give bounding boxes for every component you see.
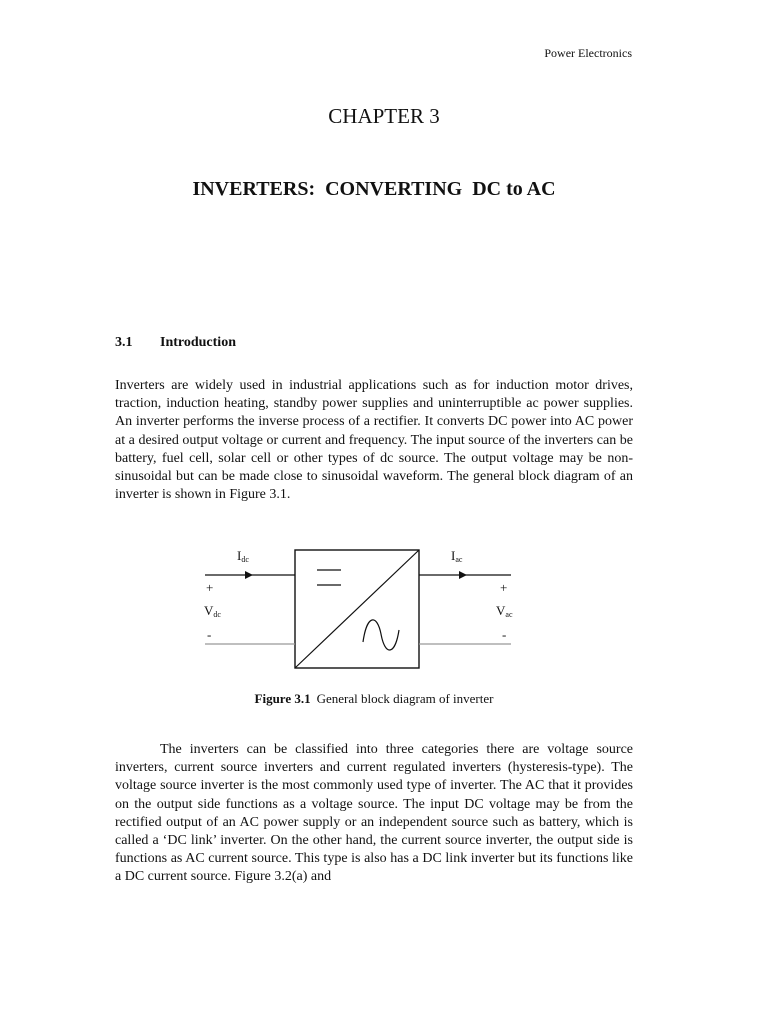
output-current-arrow: [459, 571, 467, 579]
section-number: 3.1: [115, 335, 133, 350]
input-minus-label: -: [207, 627, 212, 642]
paragraph-intro: Inverters are widely used in industrial applications such as for induction motor drives, traction, induction heating, standby power supplies and uninterruptible ac power supplies. An inverter performs the inverse process of a rectifier. It converts DC power into AC power at a desired output voltage or current and frequency. The input source of the inverters can be battery, fuel cell, solar cell or other types of dc source. The output voltage may be non-sinusoidal but can be made close to sinusoidal waveform. The general block diagram of an inverter is shown in Figure 3.1.: [115, 378, 633, 503]
block-diagonal: [295, 550, 419, 668]
section-title: Introduction: [160, 335, 236, 350]
figure-caption-number: Figure 3.1: [254, 691, 311, 706]
figure-caption-text: General block diagram of inverter: [316, 691, 494, 706]
input-current-label: $I_{dc}$: [237, 548, 249, 564]
running-header: Power Electronics: [544, 46, 632, 60]
paragraph-classification: The inverters can be classified into three categories there are voltage source inverters, current source inverters and current regulated inverters (hysteresis-type). The voltage source inverter is the most commonly used type of inverter. The AC that it provides on the output side functions as a voltage source. The input DC voltage may be from the rectified output of an AC power supply or an independent source such as battery, which is called a ‘DC link’ inverter. On the other hand, the current source inverter, the output side is functions as AC current source. This type is also has a DC link inverter but its functions like a DC current source. Figure 3.2(a) and: [115, 742, 633, 885]
output-voltage-label: $V_{ac}$: [496, 603, 513, 619]
output-plus-label: +: [500, 580, 508, 595]
input-voltage-label: $V_{dc}$: [204, 603, 221, 619]
section-heading: [115, 335, 236, 351]
chapter-label: CHAPTER 3: [328, 104, 440, 128]
chapter-title: INVERTERS: CONVERTING DC to AC: [192, 178, 556, 200]
inverter-block-diagram: [195, 538, 525, 670]
ac-sine-symbol: [363, 620, 399, 650]
input-current-arrow: [245, 571, 253, 579]
output-minus-label: -: [502, 627, 507, 642]
figure-caption: [0, 691, 748, 707]
input-plus-label: +: [206, 580, 214, 595]
output-current-label: $I_{ac}$: [451, 548, 463, 564]
